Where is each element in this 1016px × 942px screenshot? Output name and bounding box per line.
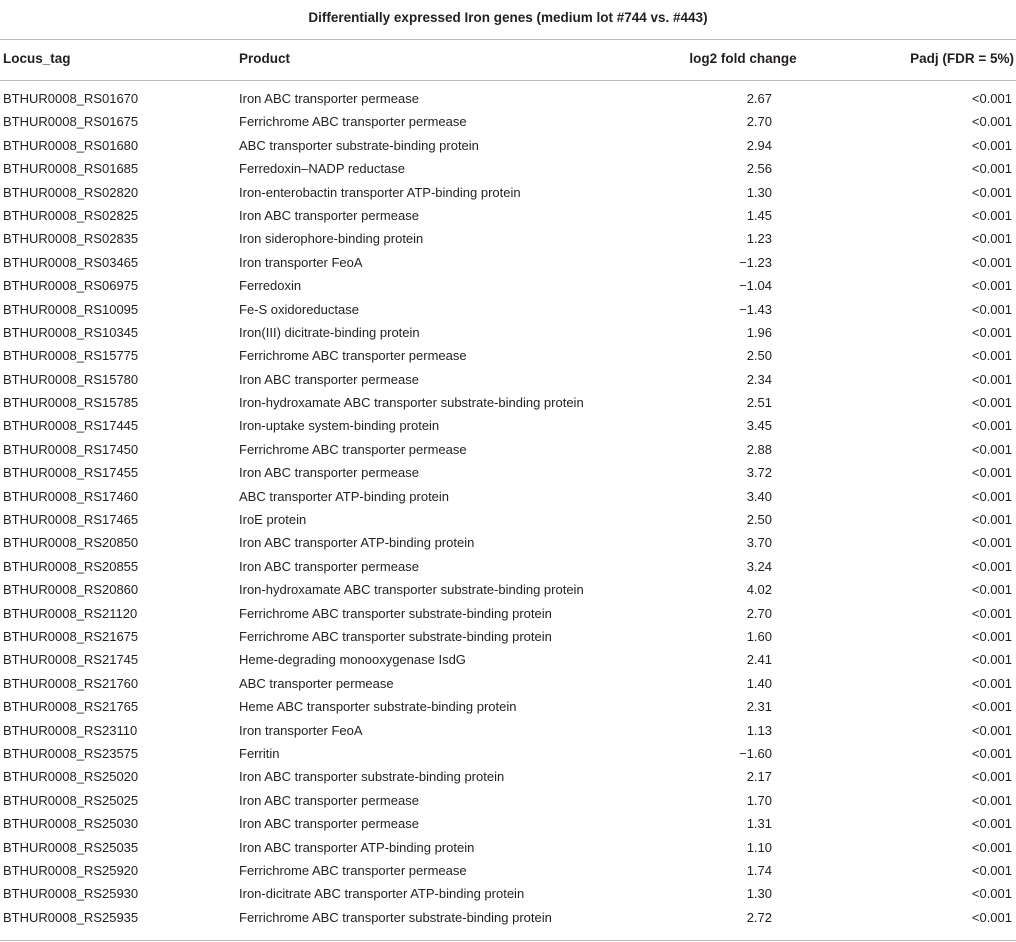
- cell-locus-tag: BTHUR0008_RS15775: [3, 348, 139, 364]
- cell-padj: <0.001: [971, 114, 1012, 130]
- table-row: [0, 882, 1016, 905]
- cell-log2-fold-change: 3.24: [746, 558, 772, 574]
- cell-padj: <0.001: [971, 254, 1012, 270]
- cell-log2-fold-change: 2.41: [746, 652, 772, 668]
- cell-locus-tag: BTHUR0008_RS23575: [3, 745, 139, 761]
- table-row: [0, 742, 1016, 765]
- table-row: [0, 508, 1016, 531]
- cell-padj: <0.001: [971, 91, 1012, 106]
- cell-locus-tag: BTHUR0008_RS21765: [3, 699, 139, 715]
- table-header-row: [0, 47, 1016, 71]
- cell-padj: <0.001: [971, 675, 1012, 691]
- cell-log2-fold-change: 1.70: [746, 792, 772, 808]
- cell-product: Iron ABC transporter ATP-binding protein: [239, 535, 475, 551]
- table-row: [0, 87, 1016, 110]
- cell-log2-fold-change: 1.40: [746, 675, 772, 691]
- cell-locus-tag: BTHUR0008_RS06975: [3, 278, 139, 294]
- cell-padj: <0.001: [971, 652, 1012, 668]
- cell-padj: <0.001: [971, 324, 1012, 340]
- table-row: [0, 602, 1016, 625]
- cell-product: Ferrichrome ABC transporter substrate-binding protein: [239, 909, 552, 925]
- table-row: [0, 157, 1016, 180]
- cell-locus-tag: BTHUR0008_RS25930: [3, 886, 139, 902]
- cell-product: Ferrichrome ABC transporter permease: [239, 862, 467, 878]
- cell-log2-fold-change: 2.50: [746, 512, 772, 528]
- cell-log2-fold-change: 3.40: [746, 488, 772, 504]
- cell-locus-tag: BTHUR0008_RS01670: [3, 91, 139, 106]
- cell-product: ABC transporter permease: [239, 675, 394, 691]
- header-padj: Padj (FDR = 5%): [910, 51, 1014, 66]
- cell-locus-tag: BTHUR0008_RS01680: [3, 137, 139, 153]
- cell-locus-tag: BTHUR0008_RS17460: [3, 488, 139, 504]
- cell-locus-tag: BTHUR0008_RS02835: [3, 231, 139, 247]
- cell-log2-fold-change: 1.74: [746, 862, 772, 878]
- cell-padj: <0.001: [971, 862, 1012, 878]
- cell-product: Iron(III) dicitrate-binding protein: [239, 324, 420, 340]
- table-row: [0, 251, 1016, 274]
- cell-locus-tag: BTHUR0008_RS03465: [3, 254, 139, 270]
- cell-log2-fold-change: 2.50: [746, 348, 772, 364]
- cell-product: Ferritin: [239, 745, 280, 761]
- cell-locus-tag: BTHUR0008_RS02820: [3, 184, 139, 200]
- cell-locus-tag: BTHUR0008_RS21675: [3, 628, 139, 644]
- cell-product: Iron-uptake system-binding protein: [239, 418, 440, 434]
- cell-padj: <0.001: [971, 371, 1012, 387]
- cell-product: Iron ABC transporter ATP-binding protein: [239, 839, 475, 855]
- cell-product: Iron-dicitrate ABC transporter ATP-binding protein: [239, 886, 525, 902]
- table-row: [0, 414, 1016, 437]
- cell-padj: <0.001: [971, 722, 1012, 738]
- cell-log2-fold-change: −1.04: [739, 278, 772, 294]
- cell-locus-tag: BTHUR0008_RS25020: [3, 769, 139, 785]
- cell-log2-fold-change: 2.31: [746, 699, 772, 715]
- cell-padj: <0.001: [971, 628, 1012, 644]
- cell-log2-fold-change: 2.72: [746, 909, 772, 925]
- cell-padj: <0.001: [971, 184, 1012, 200]
- table-row: [0, 719, 1016, 742]
- cell-padj: <0.001: [971, 535, 1012, 551]
- cell-log2-fold-change: 2.56: [746, 161, 772, 177]
- cell-log2-fold-change: 1.10: [746, 839, 772, 855]
- cell-padj: <0.001: [971, 488, 1012, 504]
- cell-log2-fold-change: −1.43: [739, 301, 772, 317]
- cell-padj: <0.001: [971, 512, 1012, 528]
- table-row: [0, 461, 1016, 484]
- table-row: [0, 695, 1016, 718]
- table-row: [0, 859, 1016, 882]
- cell-product: ABC transporter substrate-binding protein: [239, 137, 479, 153]
- table-title: Differentially expressed Iron genes (medium lot #744 vs. #443): [308, 10, 708, 25]
- cell-locus-tag: BTHUR0008_RS01675: [3, 114, 139, 130]
- cell-product: Heme ABC transporter substrate-binding protein: [239, 699, 517, 715]
- cell-log2-fold-change: 2.94: [746, 137, 772, 153]
- cell-padj: <0.001: [971, 441, 1012, 457]
- cell-locus-tag: BTHUR0008_RS15785: [3, 395, 139, 411]
- cell-product: Ferredoxin–NADP reductase: [239, 161, 405, 177]
- cell-log2-fold-change: 2.34: [746, 371, 772, 387]
- cell-padj: <0.001: [971, 582, 1012, 598]
- table-row: [0, 672, 1016, 695]
- cell-log2-fold-change: 2.70: [746, 605, 772, 621]
- cell-padj: <0.001: [971, 769, 1012, 785]
- cell-log2-fold-change: 1.30: [746, 886, 772, 902]
- table-row: [0, 648, 1016, 671]
- cell-product: Ferrichrome ABC transporter permease: [239, 114, 467, 130]
- cell-locus-tag: BTHUR0008_RS10345: [3, 324, 139, 340]
- cell-log2-fold-change: 3.72: [746, 465, 772, 481]
- table-row: [0, 321, 1016, 344]
- cell-product: Iron ABC transporter permease: [239, 207, 419, 223]
- cell-padj: <0.001: [971, 231, 1012, 247]
- table-row: [0, 274, 1016, 297]
- cell-locus-tag: BTHUR0008_RS17465: [3, 512, 139, 528]
- table-row: [0, 438, 1016, 461]
- table-row: [0, 765, 1016, 788]
- cell-padj: <0.001: [971, 465, 1012, 481]
- cell-log2-fold-change: 2.88: [746, 441, 772, 457]
- cell-log2-fold-change: 4.02: [746, 582, 772, 598]
- table-row: [0, 906, 1016, 929]
- cell-locus-tag: BTHUR0008_RS02825: [3, 207, 139, 223]
- cell-product: Iron ABC transporter permease: [239, 465, 419, 481]
- cell-locus-tag: BTHUR0008_RS25025: [3, 792, 139, 808]
- table-row: [0, 578, 1016, 601]
- table-row: [0, 227, 1016, 250]
- table-body: [0, 87, 1016, 929]
- table-row: [0, 368, 1016, 391]
- header-product: Product: [239, 51, 291, 66]
- cell-padj: <0.001: [971, 137, 1012, 153]
- table-row: [0, 134, 1016, 157]
- cell-log2-fold-change: 2.67: [746, 91, 772, 106]
- cell-locus-tag: BTHUR0008_RS15780: [3, 371, 139, 387]
- header-log2-fold-change: log2 fold change: [689, 51, 797, 66]
- cell-padj: <0.001: [971, 348, 1012, 364]
- cell-log2-fold-change: 1.60: [746, 628, 772, 644]
- cell-locus-tag: BTHUR0008_RS10095: [3, 301, 139, 317]
- cell-product: IroE protein: [239, 512, 307, 528]
- cell-log2-fold-change: −1.60: [739, 745, 772, 761]
- cell-locus-tag: BTHUR0008_RS17445: [3, 418, 139, 434]
- table-row: [0, 836, 1016, 859]
- cell-log2-fold-change: 1.45: [746, 207, 772, 223]
- cell-padj: <0.001: [971, 909, 1012, 925]
- bottom-divider: [0, 940, 1016, 941]
- cell-product: Ferrichrome ABC transporter substrate-binding protein: [239, 628, 552, 644]
- cell-product: Iron siderophore-binding protein: [239, 231, 424, 247]
- cell-padj: <0.001: [971, 301, 1012, 317]
- table-row: [0, 531, 1016, 554]
- cell-locus-tag: BTHUR0008_RS20850: [3, 535, 139, 551]
- table-row: [0, 391, 1016, 414]
- cell-product: Iron ABC transporter permease: [239, 91, 419, 106]
- cell-locus-tag: BTHUR0008_RS25030: [3, 816, 139, 832]
- cell-log2-fold-change: 2.51: [746, 395, 772, 411]
- cell-log2-fold-change: 1.30: [746, 184, 772, 200]
- cell-locus-tag: BTHUR0008_RS20860: [3, 582, 139, 598]
- table-row: [0, 625, 1016, 648]
- table-row: [0, 110, 1016, 133]
- table-row: [0, 298, 1016, 321]
- cell-product: Iron ABC transporter permease: [239, 816, 419, 832]
- cell-padj: <0.001: [971, 839, 1012, 855]
- table-row: [0, 812, 1016, 835]
- cell-padj: <0.001: [971, 207, 1012, 223]
- cell-product: Iron transporter FeoA: [239, 254, 363, 270]
- table-row: [0, 485, 1016, 508]
- cell-padj: <0.001: [971, 278, 1012, 294]
- cell-log2-fold-change: −1.23: [739, 254, 772, 270]
- cell-locus-tag: BTHUR0008_RS20855: [3, 558, 139, 574]
- cell-locus-tag: BTHUR0008_RS01685: [3, 161, 139, 177]
- cell-log2-fold-change: 1.96: [746, 324, 772, 340]
- cell-padj: <0.001: [971, 418, 1012, 434]
- table-row: [0, 204, 1016, 227]
- cell-locus-tag: BTHUR0008_RS21745: [3, 652, 139, 668]
- table-row: [0, 555, 1016, 578]
- cell-padj: <0.001: [971, 816, 1012, 832]
- cell-padj: <0.001: [971, 558, 1012, 574]
- header-locus-tag: Locus_tag: [3, 51, 71, 66]
- title-divider: [0, 39, 1016, 40]
- cell-locus-tag: BTHUR0008_RS23110: [3, 722, 138, 738]
- cell-product: Fe-S oxidoreductase: [239, 301, 359, 317]
- cell-product: Iron ABC transporter permease: [239, 792, 419, 808]
- cell-product: Iron-hydroxamate ABC transporter substrate-binding protein: [239, 582, 584, 598]
- cell-padj: <0.001: [971, 886, 1012, 902]
- cell-locus-tag: BTHUR0008_RS17455: [3, 465, 139, 481]
- cell-log2-fold-change: 2.70: [746, 114, 772, 130]
- cell-padj: <0.001: [971, 792, 1012, 808]
- cell-locus-tag: BTHUR0008_RS21760: [3, 675, 139, 691]
- cell-product: Ferrichrome ABC transporter permease: [239, 441, 467, 457]
- cell-locus-tag: BTHUR0008_RS17450: [3, 441, 139, 457]
- cell-padj: <0.001: [971, 745, 1012, 761]
- cell-product: ABC transporter ATP-binding protein: [239, 488, 450, 504]
- cell-log2-fold-change: 1.13: [746, 722, 772, 738]
- cell-product: Iron ABC transporter permease: [239, 558, 419, 574]
- cell-product: Ferrichrome ABC transporter permease: [239, 348, 467, 364]
- cell-product: Iron ABC transporter substrate-binding protein: [239, 769, 505, 785]
- table-row: [0, 344, 1016, 367]
- cell-product: Iron ABC transporter permease: [239, 371, 419, 387]
- cell-log2-fold-change: 2.17: [746, 769, 772, 785]
- cell-locus-tag: BTHUR0008_RS21120: [3, 605, 138, 621]
- cell-locus-tag: BTHUR0008_RS25035: [3, 839, 139, 855]
- cell-log2-fold-change: 3.70: [746, 535, 772, 551]
- cell-padj: <0.001: [971, 699, 1012, 715]
- cell-product: Ferredoxin: [239, 278, 302, 294]
- cell-locus-tag: BTHUR0008_RS25920: [3, 862, 139, 878]
- header-divider: [0, 80, 1016, 81]
- cell-log2-fold-change: 1.23: [746, 231, 772, 247]
- cell-product: Iron-hydroxamate ABC transporter substrate-binding protein: [239, 395, 584, 411]
- cell-locus-tag: BTHUR0008_RS25935: [3, 909, 139, 925]
- cell-log2-fold-change: 3.45: [746, 418, 772, 434]
- table-row: [0, 181, 1016, 204]
- cell-product: Heme-degrading monooxygenase IsdG: [239, 652, 466, 668]
- cell-padj: <0.001: [971, 395, 1012, 411]
- cell-product: Iron-enterobactin transporter ATP-binding protein: [239, 184, 521, 200]
- cell-log2-fold-change: 1.31: [746, 816, 772, 832]
- cell-product: Ferrichrome ABC transporter substrate-binding protein: [239, 605, 552, 621]
- table-row: [0, 789, 1016, 812]
- cell-padj: <0.001: [971, 161, 1012, 177]
- cell-product: Iron transporter FeoA: [239, 722, 363, 738]
- cell-padj: <0.001: [971, 605, 1012, 621]
